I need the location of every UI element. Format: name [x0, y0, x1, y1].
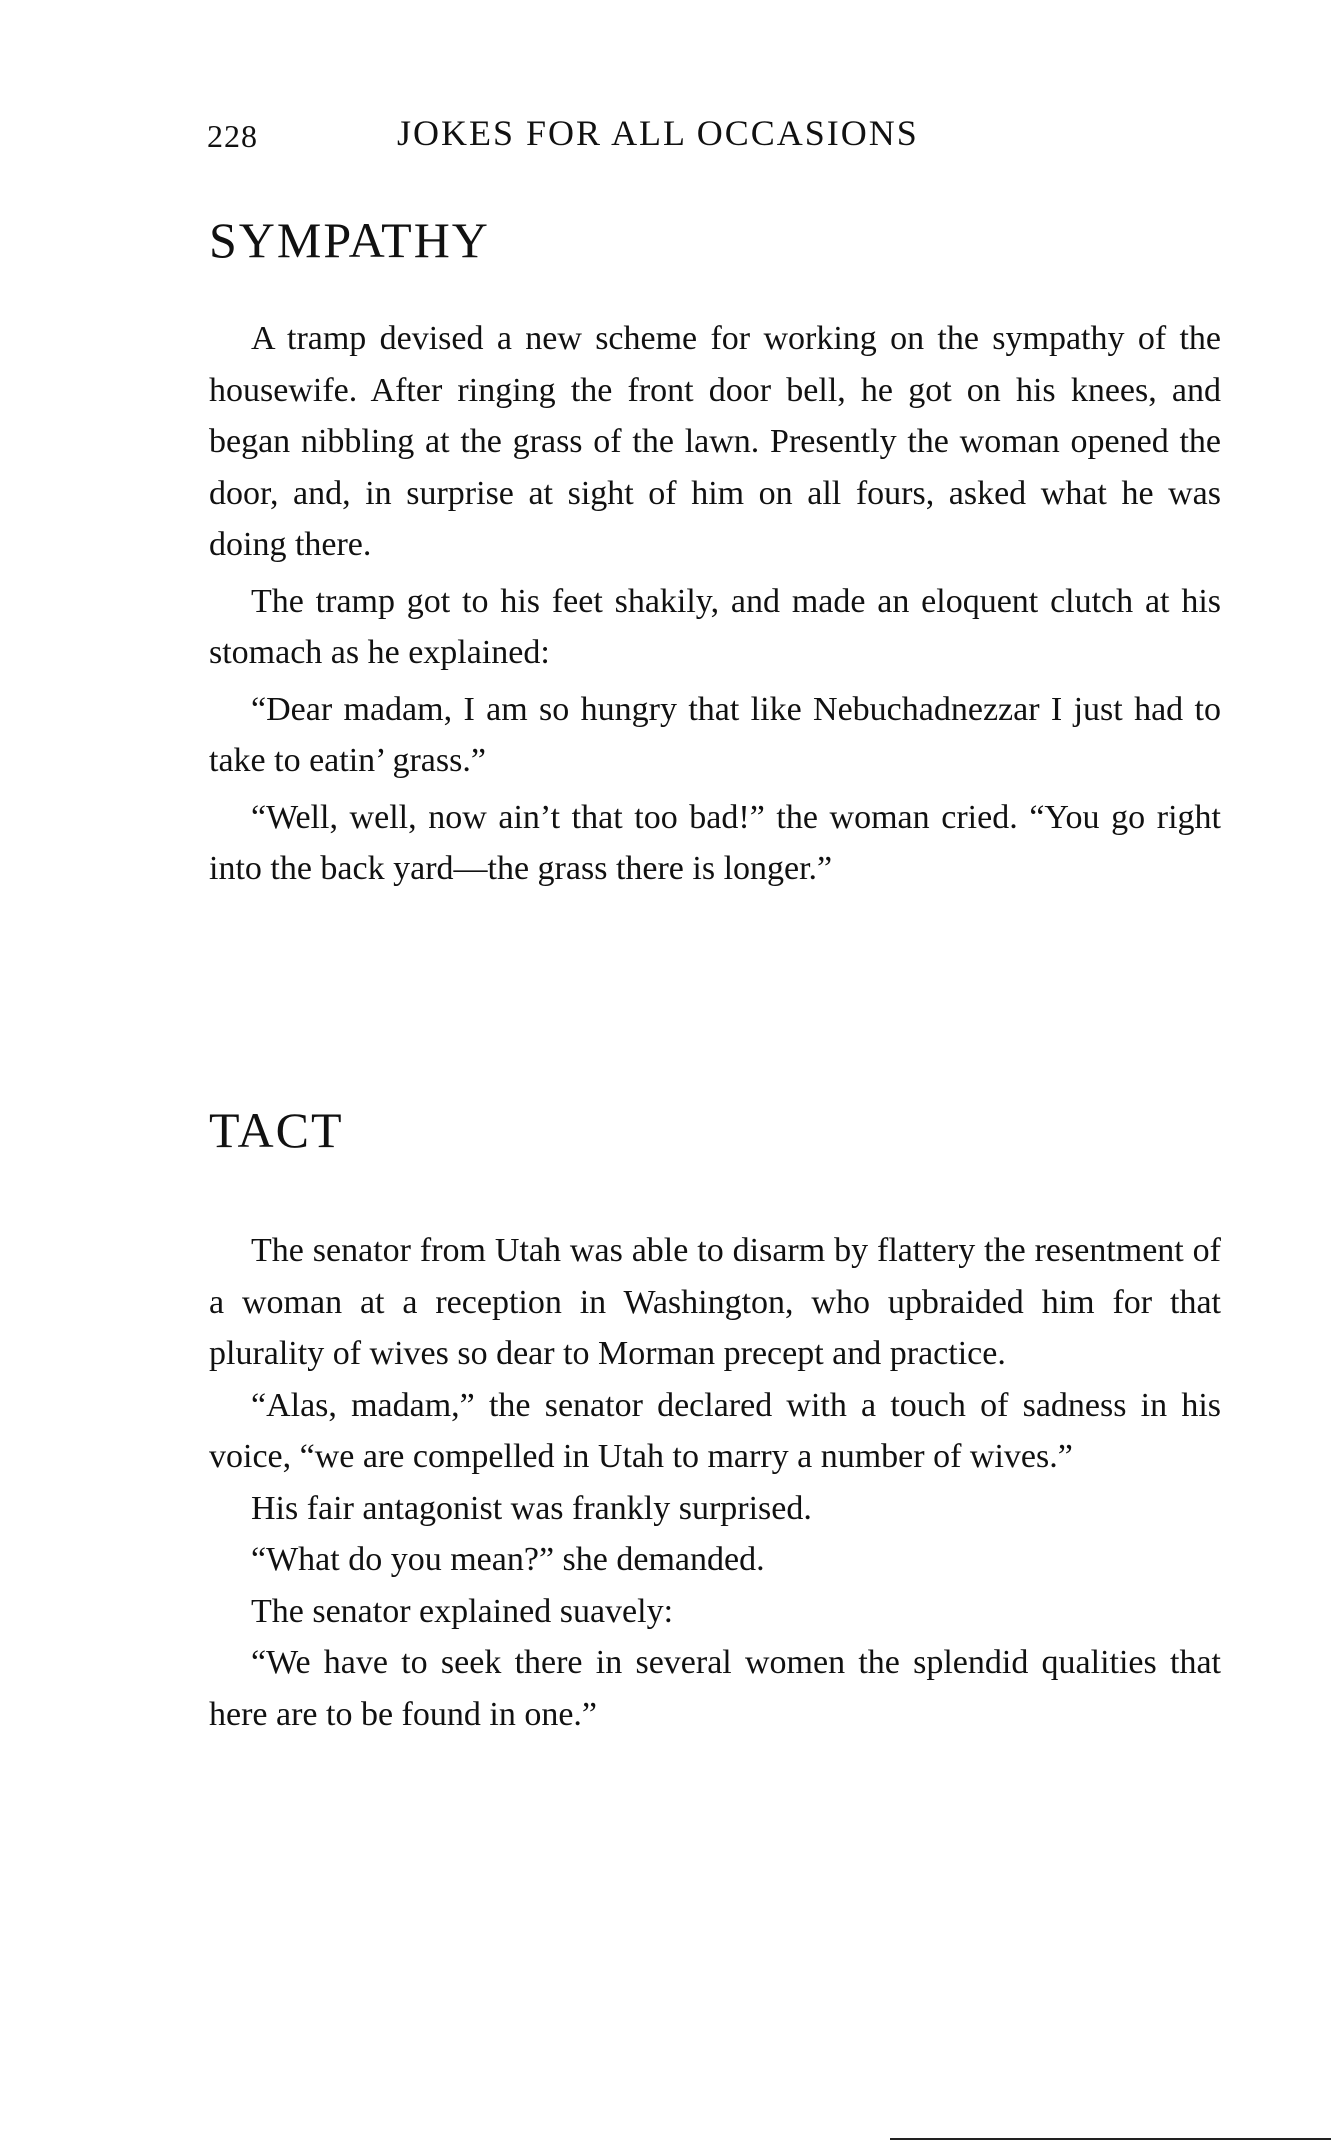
paragraph: “We have to seek there in several women the splendid qualities that here are to be found in one.”	[209, 1644, 1221, 1733]
running-head	[207, 112, 1227, 162]
paragraph: The senator from Utah was able to disarm by flattery the resentment of a woman at a reception in Washington, who upbraided him for that plurality of wives so dear to Morman precept and practice.	[209, 1232, 1221, 1372]
page-number: 228	[207, 118, 258, 154]
paragraph: “Well, well, now ain’t that too bad!” the woman cried. “You go right into the back yard—the grass there is longer.”	[209, 798, 1221, 887]
section-tact	[209, 1102, 1221, 1740]
footer-rule	[890, 2138, 1331, 2140]
paragraph: His fair antagonist was frankly surprised.	[251, 1489, 812, 1527]
section-title: SYMPATHY	[209, 212, 490, 268]
paragraph: A tramp devised a new scheme for working on the sympathy of the housewife. After ringing the front door bell, he got on his knees, and began nibbling at the grass of the lawn. Presently the woman opened the door, and, in surprise at sight of him on all fours, asked what he was doing there.	[209, 320, 1221, 563]
section-body	[209, 1225, 1221, 1740]
paragraph: “Dear madam, I am so hungry that like Nebuchadnezzar I just had to take to eatin’ grass.”	[209, 690, 1221, 779]
paragraph: The senator explained suavely:	[251, 1592, 674, 1630]
paragraph: “What do you mean?” she demanded.	[251, 1541, 765, 1578]
section-title: TACT	[209, 1102, 344, 1158]
paragraph: “Alas, madam,” the senator declared with a touch of sadness in his voice, “we are compelled in Utah to marry a number of wives.”	[209, 1386, 1221, 1475]
book-title: JOKES FOR ALL OCCASIONS	[397, 113, 919, 153]
section-body	[209, 313, 1221, 895]
section-sympathy	[209, 212, 1221, 900]
paragraph: The tramp got to his feet shakily, and made an eloquent clutch at his stomach as he explained:	[209, 582, 1221, 671]
